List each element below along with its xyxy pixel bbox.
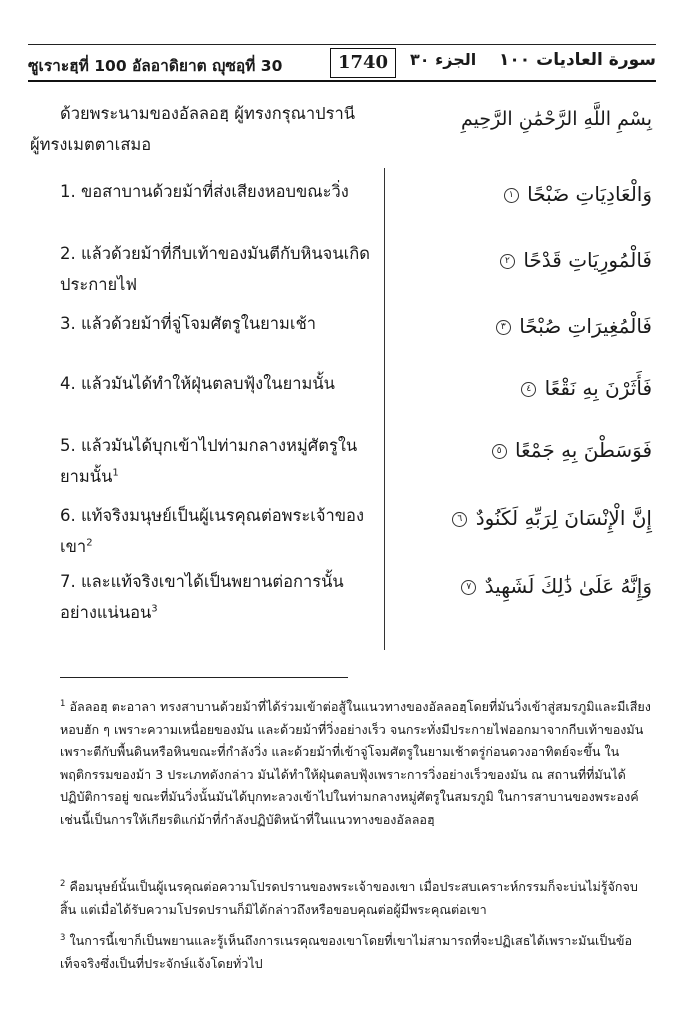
verse-3-arabic — [410, 314, 652, 338]
verse-2-number: ٢ — [500, 254, 515, 269]
header-juz-arabic: الجزء ٣٠ — [410, 50, 477, 69]
verse-1-thai — [60, 176, 378, 207]
verse-4-arabic-text: فَأَثَرْنَ بِهِ نَقْعًا — [544, 376, 652, 400]
verse-1-thai-text: 1. ขอสาบานด้วยม้าที่ส่งเสียงหอบขณะวิ่ง — [60, 182, 349, 201]
header-thai-title: ซูเราะฮฺที่ 100 อัลอาดิยาต ญุซอฺที่ 30 — [28, 57, 283, 75]
verse-4-thai — [60, 368, 378, 399]
verse-1-number: ١ — [504, 188, 519, 203]
verse-6-number: ٦ — [452, 512, 467, 527]
footnote-3-text: ในการนี้เขาก็เป็นพยานและรู้เห็นถึงการเนรคุณของเขาโดยที่เขาไม่สามารถที่จะปฏิเสธได้เพราะมันเป็นข้อเท็จจริงซึ่งเป็นที่ประจักษ์แจ้งโดยทั่วไป — [60, 933, 633, 971]
verse-6-arabic — [410, 506, 652, 530]
verse-3-thai-text: 3. แล้วด้วยม้าที่จู่โจมศัตรูในยามเช้า — [60, 314, 317, 333]
footnote-ref-2[interactable]: 2 — [86, 537, 93, 549]
verse-4-arabic — [410, 376, 652, 400]
basmala-thai — [30, 98, 380, 160]
footnote-1 — [60, 696, 652, 831]
footnote-3 — [60, 930, 652, 975]
footnote-1-mark: 1 — [60, 698, 66, 709]
verse-7-thai — [60, 566, 378, 628]
footnote-2-text: คือมนุษย์นั้นเป็นผู้เนรคุณต่อความโปรดปรานของพระเจ้าของเขา เมื่อประสบเคราะห์กรรมก็จะบ่นไม่รู้จักจบสิ้น แต่เมื่อได้รับความโปรดปรานก็มิได้กล่าวถึงหรือขอบคุณต่อผู้มีพระคุณต่อเขา — [60, 879, 638, 917]
basmala-arabic: بِسْمِ اللَّهِ الرَّحْمَٰنِ الرَّحِيمِ — [461, 108, 652, 130]
header-bottom-rule — [28, 80, 656, 82]
verse-4-thai-text: 4. แล้วมันได้ทำให้ฝุ่นตลบฟุ้งในยามนั้น — [60, 374, 335, 393]
basmala-thai-line2: ผู้ทรงเมตตาเสมอ — [30, 135, 152, 154]
verse-2-thai — [60, 238, 378, 300]
column-divider — [384, 168, 385, 650]
verse-6-thai-text: 6. แท้จริงมนุษย์เป็นผู้เนรคุณต่อพระเจ้าของเขา — [60, 506, 365, 556]
basmala-thai-line1: ด้วยพระนามของอัลลอฮฺ ผู้ทรงกรุณาปรานี — [60, 104, 356, 123]
verse-6-thai — [60, 500, 378, 562]
page-header — [28, 44, 656, 82]
footnote-2 — [60, 876, 652, 921]
header-surah-arabic: سورة العاديات ١٠٠ — [499, 50, 656, 70]
footnote-3-mark: 3 — [60, 932, 66, 943]
verse-5-thai — [60, 430, 378, 492]
verse-2-arabic-text: فَالْمُورِيَاتِ قَدْحًا — [523, 248, 652, 272]
verse-3-arabic-text: فَالْمُغِيرَاتِ صُبْحًا — [519, 314, 652, 338]
footnote-2-mark: 2 — [60, 878, 66, 889]
header-top-rule — [28, 44, 656, 45]
footnote-ref-3[interactable]: 3 — [151, 603, 158, 615]
verse-1-arabic-text: وَالْعَادِيَاتِ ضَبْحًا — [527, 182, 652, 206]
footnote-ref-1[interactable]: 1 — [112, 467, 119, 479]
verse-7-thai-text: 7. และแท้จริงเขาได้เป็นพยานต่อการนั้นอย่างแน่นอน — [60, 572, 344, 622]
verse-2-arabic — [410, 248, 652, 272]
verse-4-number: ٤ — [521, 382, 536, 397]
verse-5-number: ٥ — [492, 444, 507, 459]
verse-3-number: ٣ — [496, 320, 511, 335]
verse-3-thai — [60, 308, 378, 339]
verse-7-arabic — [410, 574, 652, 598]
verse-7-arabic-text: وَإِنَّهُ عَلَىٰ ذَٰلِكَ لَشَهِيدٌ — [484, 574, 652, 598]
verse-2-thai-text: 2. แล้วด้วยม้าที่กีบเท้าของมันตีกับหินจนเกิดประกายไฟ — [60, 244, 370, 294]
verse-5-arabic-text: فَوَسَطْنَ بِهِ جَمْعًا — [515, 438, 652, 462]
verse-5-arabic — [410, 438, 652, 462]
verse-7-number: ٧ — [461, 580, 476, 595]
verse-6-arabic-text: إِنَّ الْإِنْسَانَ لِرَبِّهِ لَكَنُودٌ — [475, 506, 652, 530]
page-number: 1740 — [330, 48, 396, 78]
footnote-1-text: อัลลอฮฺ ตะอาลา ทรงสาบานด้วยม้าที่ได้ร่วมเข้าต่อสู้ในแนวทางของอัลลอฮฺโดยที่มันวิ่งเข้าสู่สมรภูมิและมีเสียงหอบฮัก ๆ เพราะความเหนื่อยของมัน และด้วยม้าที่วิ่งอย่างเร็ว จนกระทั่งมีประกายไฟออกมาจากกีบเท้าของมันเพราะตีกับพื้นดินหรือหินขณะที่กำลังวิ่ง และด้วยม้าที่เข้าจู่โจมศัตรูในยามเช้าตรู่ก่อนดวงอาทิตย์จะขึ้น ในพฤติกรรมของม้า 3 ประเภทดังกล่าว มันได้ทำให้ฝุ่นตลบฟุ้งเพราะการวิ่งอย่างเร็วของมัน ณ สถานที่ที่มันได้ปฏิบัติการอยู่ ขณะที่มันวิ่งนั้นมันได้บุกทะลวงเข้าไปในท่ามกลางหมู่ศัตรูในสมรภูมิ ในการสาบานของพระองค์เช่นนี้เป็นการให้เกียรติแก่ม้าที่กำลังปฏิบัติหน้าที่ในแนวทางของอัลลอฮฺ — [60, 699, 651, 827]
verse-5-thai-text: 5. แล้วมันได้บุกเข้าไปท่ามกลางหมู่ศัตรูในยามนั้น — [60, 436, 358, 486]
footnote-separator — [60, 677, 348, 678]
verse-1-arabic — [410, 182, 652, 206]
